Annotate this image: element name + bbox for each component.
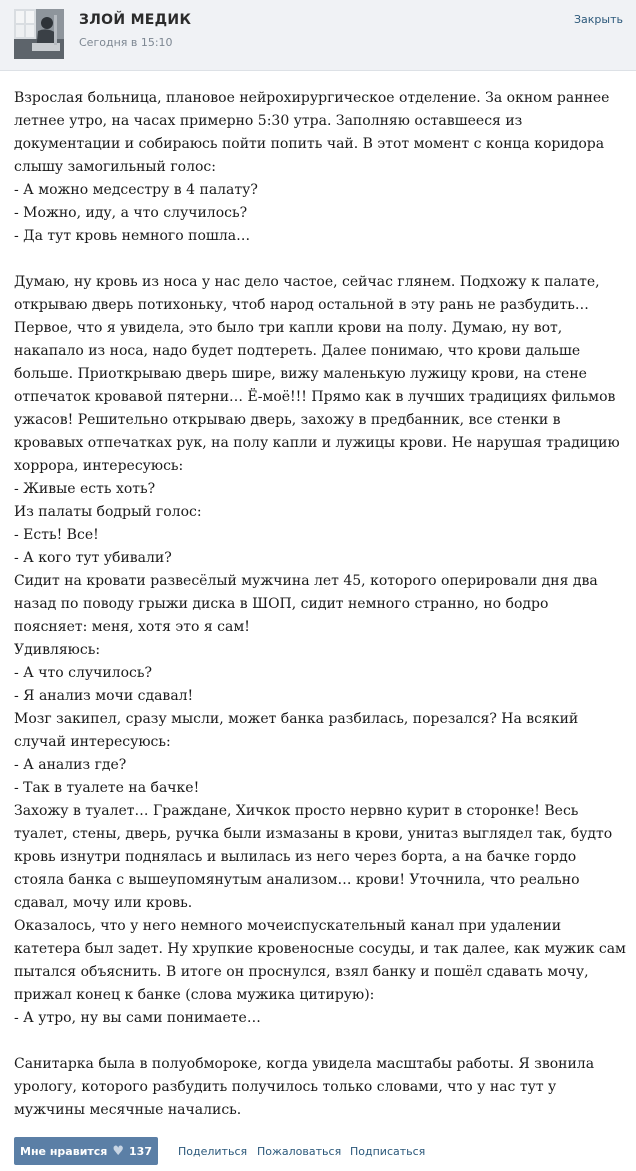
avatar[interactable] — [14, 9, 64, 59]
page-title[interactable]: ЗЛОЙ МЕДИК — [79, 12, 192, 28]
post-paragraph: Думаю, ну кровь из носа у нас дело частое, сейчас глянем. Подхожу к палате, открываю дверь потихоньку, чтоб народ остальной в эту рань не разбудить… Первое, что я увидела, это было три капли крови на полу. Думаю, ну вот, накапало из носа, надо будет подтереть. Далее понимаю, что крови дальше больше. Приоткрываю дверь шире, вижу маленькую лужицу крови, на стене отпечаток кровавой пятерни… Ё-моё!!! Прямо как в лучших традициях фильмов ужасов! Решительно открываю дверь, захожу в предбанник, все стенки в кровавых отпечатках рук, на полу капли и лужицы крови. Не нарушая традицию хоррора, интересуюсь: — [14, 274, 620, 474]
post-paragraph: Оказалось, что у него немного мочеиспускательный канал при удалении катетера был задет. Ну хрупкие кровеносные сосуды, и так далее, как мужик сам пытался объяснить. В итоге он проснулся, взял банку и пошёл сдавать мочу, прижал конец к банке (слова мужика цитирую): — [14, 918, 626, 1003]
post-paragraph: Сидит на кровати развесёлый мужчина лет 45, которого оперировали дня два назад по поводу грыжи диска в ШОП, сидит немного странно, но бодро поясняет: меня, хотя это я сам! — [14, 573, 598, 635]
report-link[interactable]: Пожаловаться — [257, 1145, 342, 1158]
post-paragraph: Взрослая больница, плановое нейрохирургическое отделение. За окном раннее летнее утро, на часах примерно 5:30 утра. Заполняю оставшееся из документации и собираюсь пойти попить чай. В этот момент с конца коридора слышу замогильный голос: — [14, 90, 610, 175]
post-paragraph: - Есть! Все! — [14, 527, 99, 543]
post-paragraph: - Да тут кровь немного пошла… — [14, 228, 251, 244]
share-link[interactable]: Поделиться — [178, 1145, 248, 1158]
heart-icon: ♥ — [112, 1143, 125, 1159]
close-button[interactable]: Закрыть — [574, 13, 623, 26]
like-label: Мне нравится — [20, 1144, 108, 1158]
avatar-photo-icon — [14, 9, 64, 59]
post-paragraph: - А что случилось? — [14, 665, 152, 681]
like-count: 137 — [129, 1144, 152, 1158]
post-paragraph: Из палаты бодрый голос: — [14, 504, 202, 520]
like-button[interactable] — [14, 1137, 158, 1165]
post-paragraph: Санитарка была в полуобмороке, когда увидела масштабы работы. Я звонила урологу, которого разбудить получилось только словами, что у нас тут у мужчины месячные начались. — [14, 1056, 595, 1118]
post-timestamp[interactable]: Сегодня в 15:10 — [79, 36, 173, 49]
post-text — [14, 87, 626, 1122]
post-paragraph: - Живые есть хоть? — [14, 481, 156, 497]
post-paragraph: Удивляюсь: — [14, 642, 101, 658]
post-paragraph: Мозг закипел, сразу мысли, может банка разбилась, порезался? На всякий случай интересуюсь: — [14, 711, 579, 750]
subscribe-link[interactable]: Подписаться — [350, 1145, 426, 1158]
post-actions — [14, 1137, 626, 1167]
post-header — [0, 0, 636, 71]
post-paragraph: - Я анализ мочи сдавал! — [14, 688, 194, 704]
post-paragraph: - А утро, ну вы сами понимаете… — [14, 1010, 261, 1026]
post-paragraph: Захожу в туалет… Граждане, Хичкок просто нервно курит в сторонке! Весь туалет, стены, дверь, ручка были измазаны в крови, унитаз выглядел так, будто кровь изнутри поднялась и вылилась из него через борта, а на бачке гордо стояла банка с вышеупомянутым анализом… крови! Уточнила, что реально сдавал, мочу или кровь. — [14, 803, 613, 911]
post-paragraph: - А можно медсестру в 4 палату? — [14, 182, 258, 198]
post-paragraph: - Можно, иду, а что случилось? — [14, 205, 248, 221]
post-paragraph: - Так в туалете на бачке! — [14, 780, 200, 796]
post-paragraph: - А анализ где? — [14, 757, 127, 773]
post-paragraph: - А кого тут убивали? — [14, 550, 172, 566]
